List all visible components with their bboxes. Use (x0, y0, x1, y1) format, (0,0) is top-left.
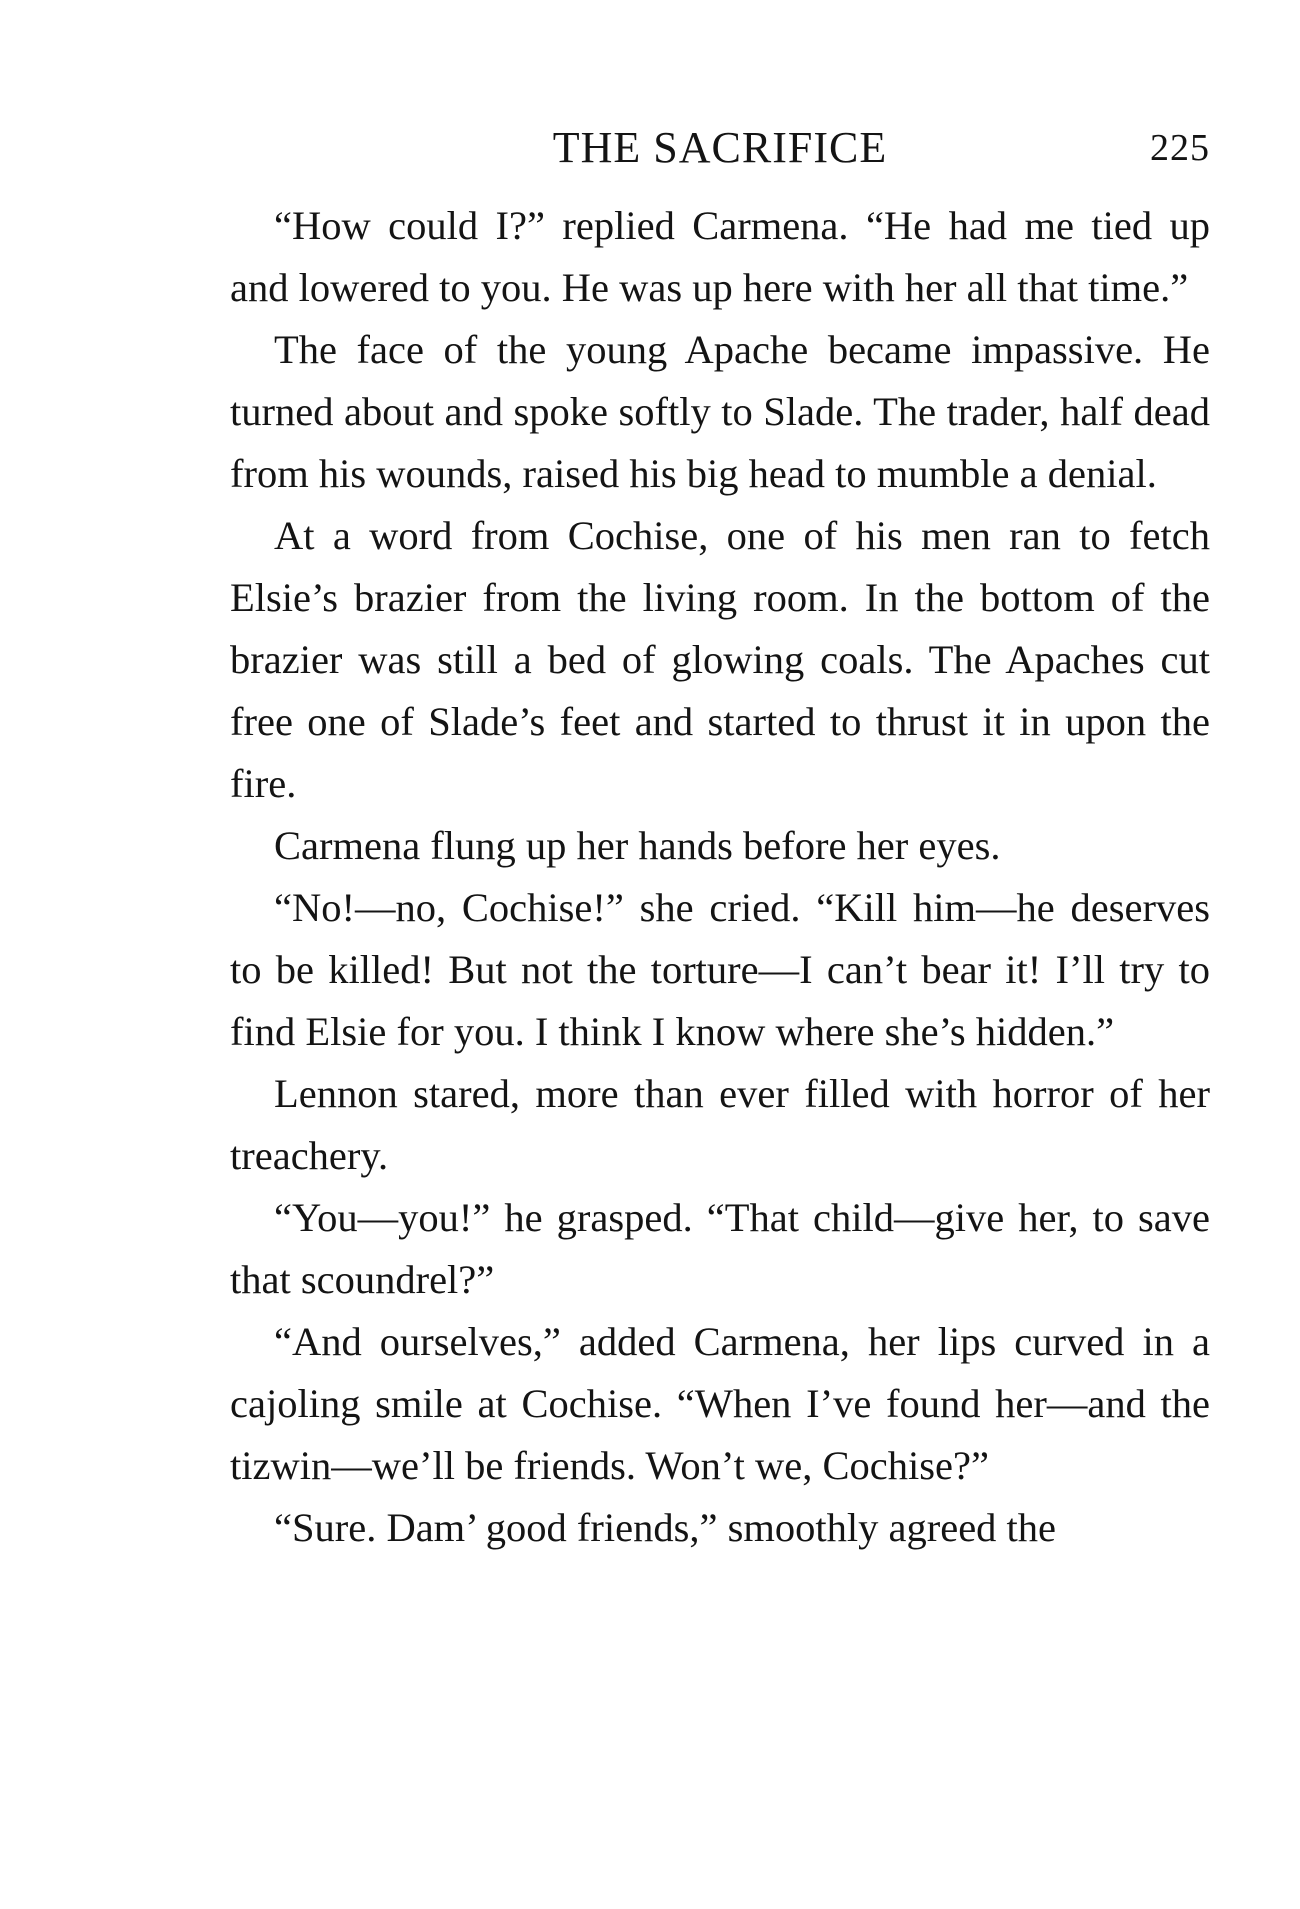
paragraph: “No!—no, Cochise!” she cried. “Kill him—he deserves to be killed! But not the torture—I can’t bear it! I’ll try to find Elsie for you. I think I know where she’s hidden.” (230, 885, 1210, 1054)
paragraph: At a word from Cochise, one of his men ran to fetch Elsie’s brazier from the living room. In the bottom of the brazier was still a bed of glowing coals. The Apaches cut free one of Slade’s feet and started to thrust it in upon the fire. (230, 513, 1210, 806)
paragraph: “You—you!” he grasped. “That child—give her, to save that scoundrel?” (230, 1195, 1210, 1302)
page-header (230, 118, 1210, 178)
paragraph: Lennon stared, more than ever filled with horror of her treachery. (230, 1071, 1210, 1178)
paragraph: “How could I?” replied Carmena. “He had me tied up and lowered to you. He was up here with her all that time.” (230, 203, 1210, 310)
running-title: THE SACRIFICE (552, 123, 888, 172)
paragraph: The face of the young Apache became impassive. He turned about and spoke softly to Slade. The trader, half dead from his wounds, raised his big head to mumble a denial. (230, 327, 1210, 496)
paragraph: “And ourselves,” added Carmena, her lips curved in a cajoling smile at Cochise. “When I’ve found her—and the tizwin—we’ll be friends. Won’t we, Cochise?” (230, 1319, 1210, 1488)
paragraph: “Sure. Dam’ good friends,” smoothly agreed the (274, 1505, 1057, 1550)
page-number: 225 (1150, 127, 1210, 169)
body-text (230, 195, 1210, 1559)
paragraph: Carmena flung up her hands before her eyes. (274, 823, 1001, 868)
